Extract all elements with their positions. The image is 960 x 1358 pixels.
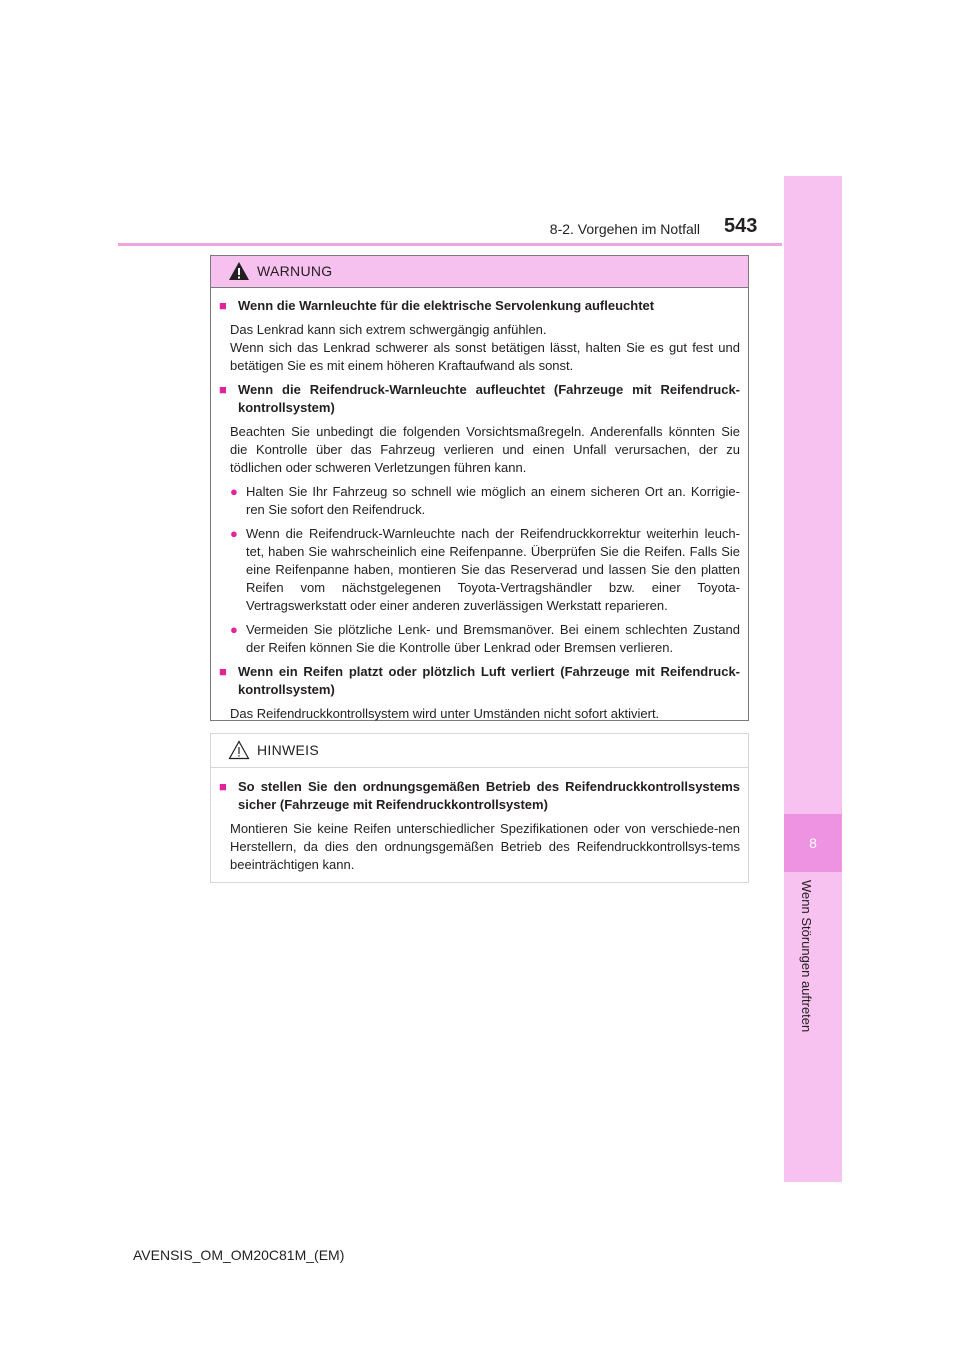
chapter-number: 8 <box>784 814 842 872</box>
warning-title: WARNUNG <box>257 263 333 279</box>
note-title: HINWEIS <box>257 742 319 758</box>
warning-item-heading: ■ Wenn die Reifendruck-Warnleuchte aufleuchtet (Fahrzeuge mit Reifendruck-kontrollsystem) <box>219 382 740 415</box>
warning-item-text: Das Reifendruckkontrollsystem wird unter Umständen nicht sofort aktiviert. <box>230 706 660 721</box>
square-bullet-icon: ■ <box>219 298 227 313</box>
caution-outline-triangle-icon <box>228 740 250 760</box>
warning-item-text: Das Lenkrad kann sich extrem schwergängig anfühlen. Wenn sich das Lenkrad schwerer als sonst betätigen lässt, halten Sie es gut fest und betätigen Sie es mit einem höheren Kraftaufwand als sonst. <box>230 322 740 373</box>
round-bullet-icon: ● <box>230 622 238 637</box>
note-header <box>211 734 748 768</box>
warning-item-heading: ■ Wenn ein Reifen platzt oder plötzlich Luft verliert (Fahrzeuge mit Reifendruck-kontrollsystem) <box>219 664 740 697</box>
warning-body <box>211 288 748 723</box>
section-title: 8-2. Vorgehen im Notfall <box>549 221 700 237</box>
warning-item-heading: ■ Wenn die Warnleuchte für die elektrische Servolenkung aufleuchtet <box>219 298 655 313</box>
square-bullet-icon: ■ <box>219 664 227 679</box>
page-number: 543 <box>724 215 758 237</box>
note-body <box>211 768 748 874</box>
warning-header <box>211 256 748 288</box>
note-box <box>210 733 749 883</box>
round-bullet-icon: ● <box>230 484 238 499</box>
square-bullet-icon: ■ <box>219 382 227 397</box>
chapter-title: Wenn Störungen auftreten <box>799 880 814 1033</box>
warning-bullet: ● Halten Sie Ihr Fahrzeug so schnell wie möglich an einem sicheren Ort an. Korrigie-ren Sie sofort den Reifendruck. <box>230 484 740 517</box>
warning-triangle-icon <box>228 261 250 281</box>
square-bullet-icon: ■ <box>219 779 227 794</box>
header-rule <box>118 243 782 246</box>
document-id: AVENSIS_OM_OM20C81M_(EM) <box>133 1247 345 1263</box>
warning-box <box>210 255 749 721</box>
round-bullet-icon: ● <box>230 526 238 541</box>
note-item-text: Montieren Sie keine Reifen unterschiedlicher Spezifikationen oder von verschiede-nen Herstellern, da dies den ordnungsgemäßen Betrieb des Reifendruckkontrollsys-tems beeinträchtigen kann. <box>230 821 740 872</box>
side-tab-upper <box>784 176 842 814</box>
warning-item-text: Beachten Sie unbedingt die folgenden Vorsichtsmaßregeln. Anderenfalls könnten Sie die Kontrolle über das Fahrzeug verlieren und einen Unfall verursachen, der zu tödlichen oder schweren Verletzungen führen kann. <box>230 424 740 475</box>
warning-bullet: ● Wenn die Reifendruck-Warnleuchte nach der Reifendruckkorrektur weiterhin leuch-tet, haben Sie wahrscheinlich eine Reifenpanne. Überprüfen Sie die Reifen. Falls Sie eine Reifenpanne haben, montieren Sie das Reserverad und lassen Sie den platten Reifen vom nächstgelegenen Toyota-Vertragshändler bzw. einer Toyota-Vertragswerkstatt oder einer anderen zuverlässigen Werkstatt reparieren. <box>230 526 740 613</box>
note-item-heading: ■ So stellen Sie den ordnungsgemäßen Betrieb des Reifendruckkontrollsystems sicher (Fahrzeuge mit Reifendruckkontrollsystem) <box>219 779 740 812</box>
warning-bullet: ● Vermeiden Sie plötzliche Lenk- und Bremsmanöver. Bei einem schlechten Zustand der Reifen können Sie die Kontrolle über Lenkrad oder Bremsen verlieren. <box>230 622 740 655</box>
